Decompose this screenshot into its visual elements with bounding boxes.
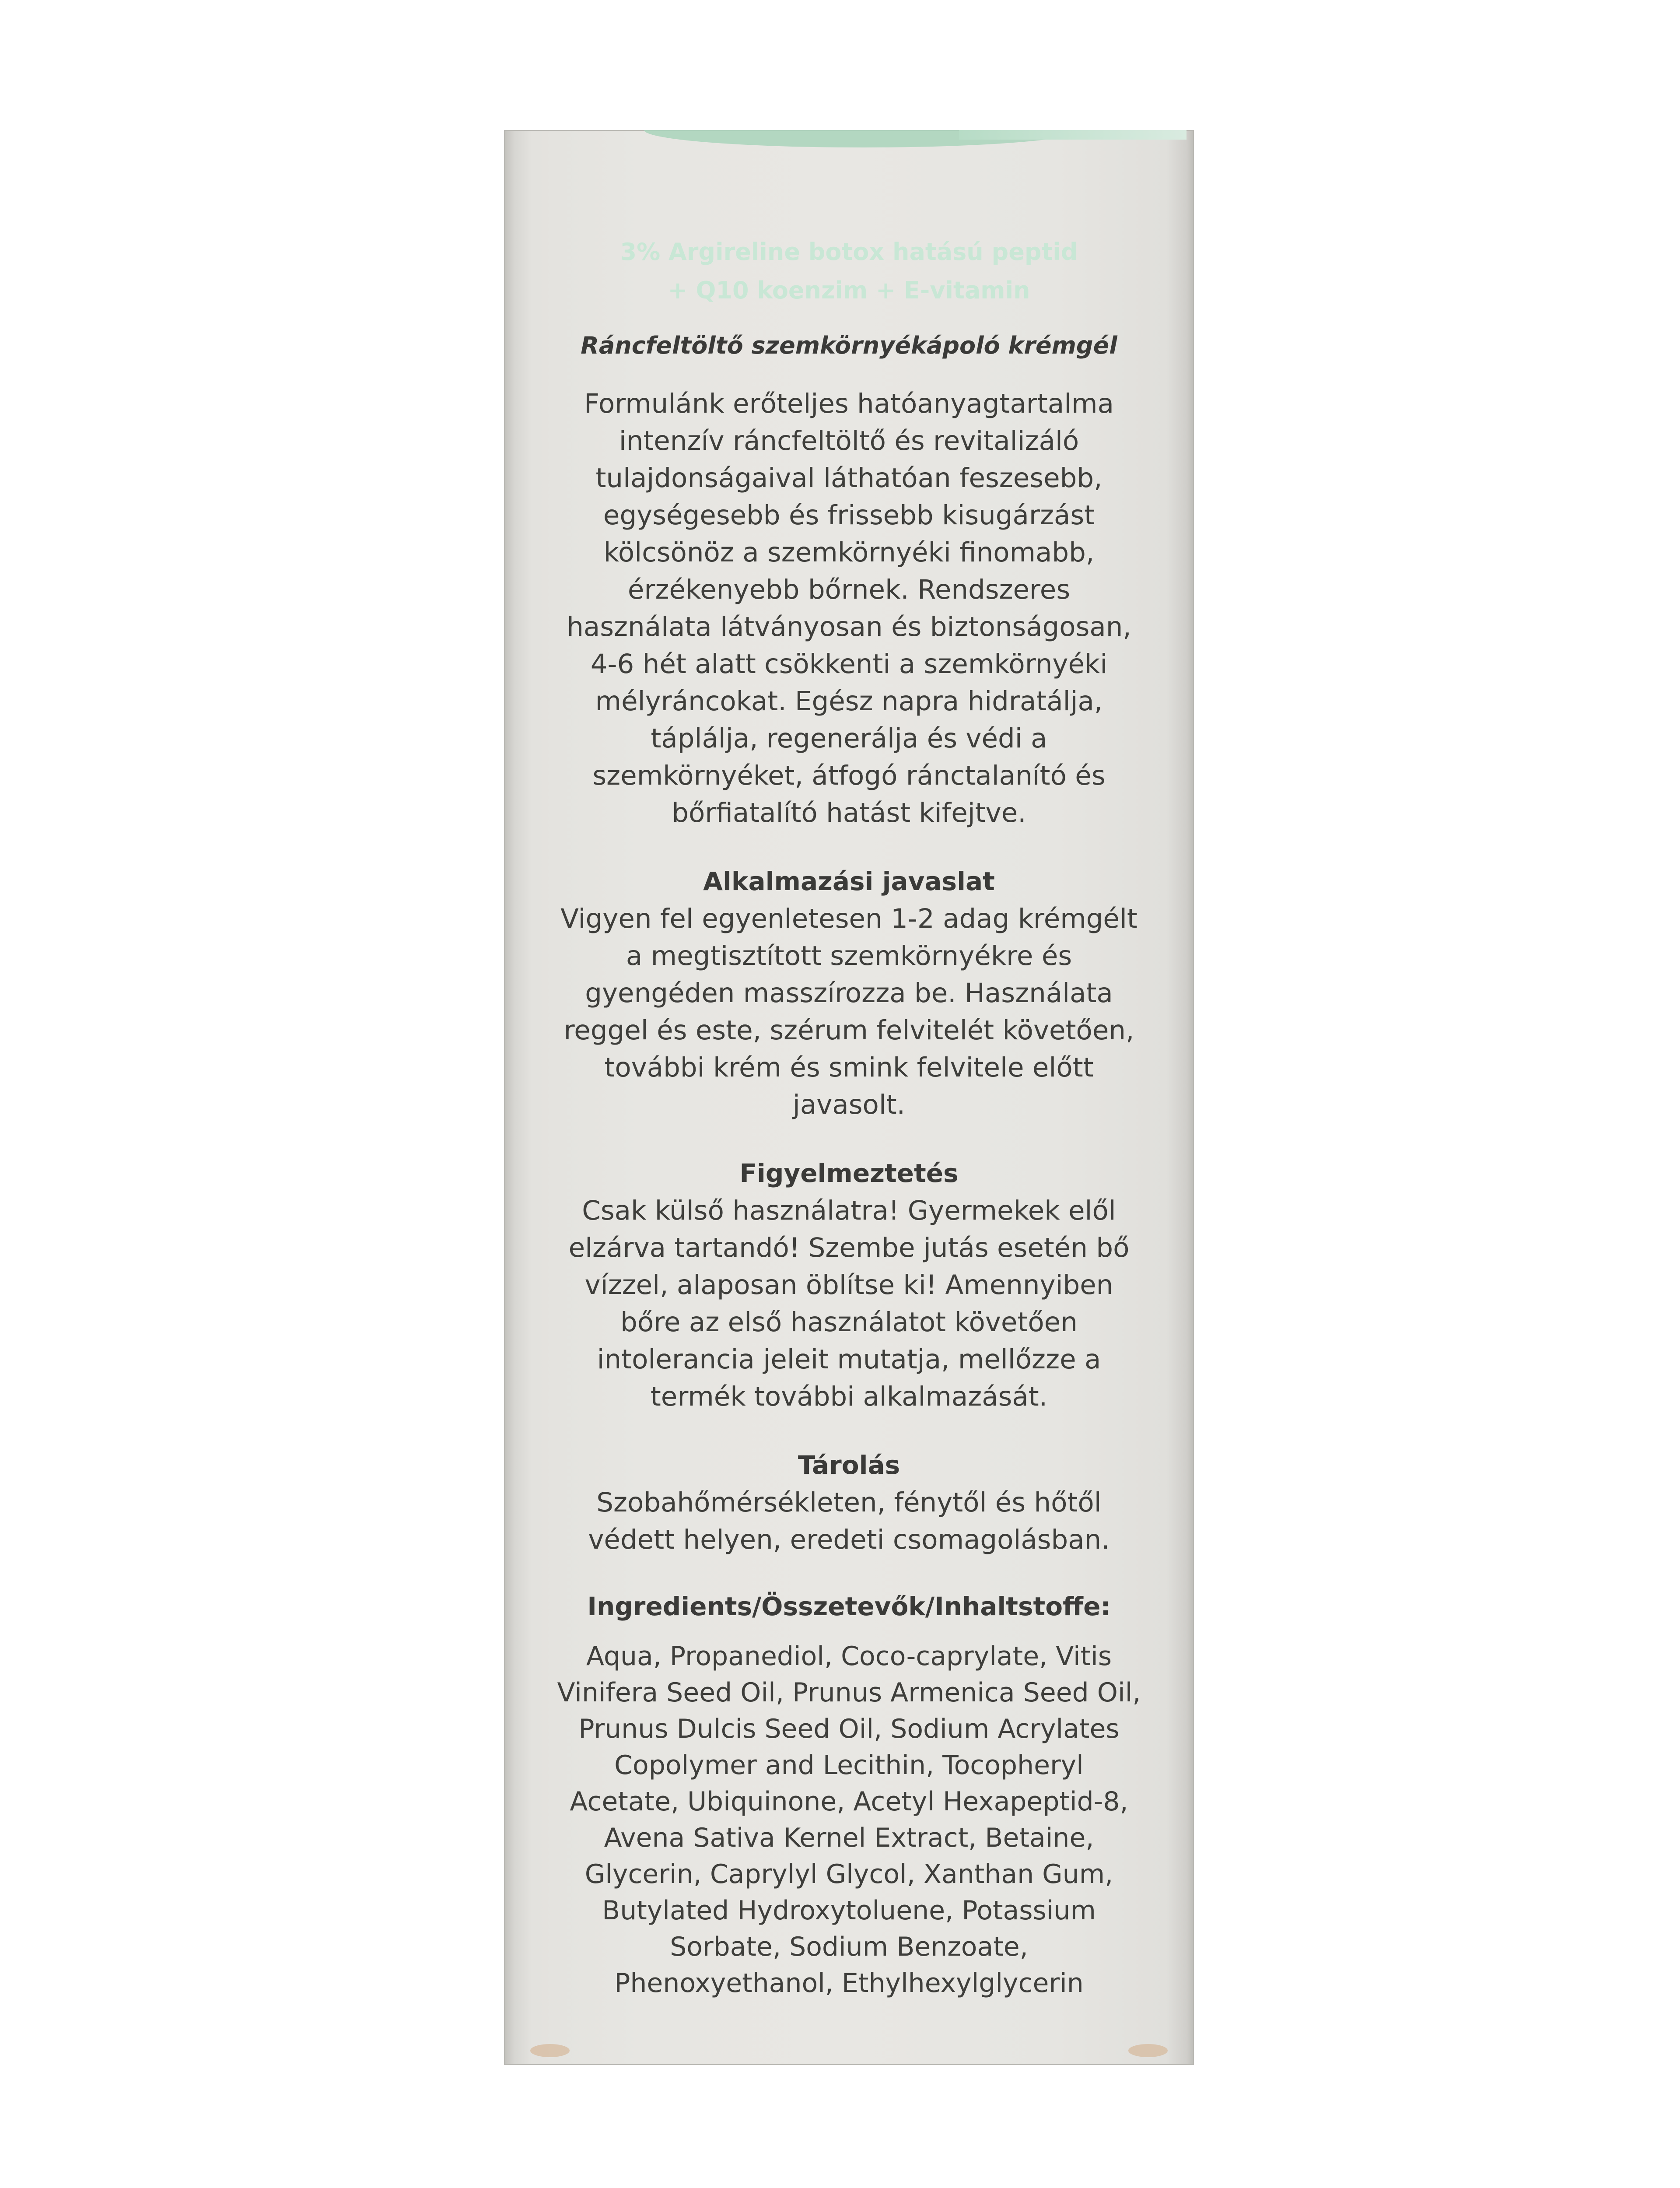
description-line: mélyráncokat. Egész napra hidratálja,	[595, 686, 1103, 717]
description-line: használata látványosan és biztonságosan,	[567, 611, 1131, 642]
usage-line: reggel és este, szérum felvitelét követően,	[564, 1015, 1134, 1046]
ingredients-line: Glycerin, Caprylyl Glycol, Xanthan Gum,	[584, 1859, 1113, 1890]
ingredients-line: Acetate, Ubiquinone, Acetyl Hexapeptid-8,	[570, 1786, 1128, 1817]
warning-line: bőre az első használatot követően	[620, 1307, 1078, 1338]
ingredients-title: Ingredients/Összetevők/Inhaltstoffe:	[587, 1592, 1111, 1621]
product-subtitle: Ráncfeltöltő szemkörnyékápoló krémgél	[581, 332, 1117, 359]
description-line: szemkörnyéket, átfogó ránctalanító és	[592, 760, 1106, 791]
ingredients-line: Prunus Dulcis Seed Oil, Sodium Acrylates	[578, 1714, 1120, 1744]
usage-line: javasolt.	[792, 1089, 906, 1120]
warning-line: intolerancia jeleit mutatja, mellőzze a	[597, 1344, 1101, 1375]
box-foot-right	[1128, 2044, 1168, 2057]
warning-title: Figyelmeztetés	[739, 1158, 959, 1188]
usage-line: további krém és smink felvitele előtt	[604, 1052, 1094, 1083]
usage-line: a megtisztított szemkörnyékre és	[626, 940, 1072, 971]
usage-paragraph	[530, 900, 1168, 1123]
warning-line: elzárva tartandó! Szembe jutás esetén bő	[568, 1232, 1130, 1263]
storage-line: Szobahőmérsékleten, fénytől és hőtől	[596, 1487, 1102, 1518]
green-flap-edge	[959, 130, 1186, 140]
ingredients-line: Butylated Hydroxytoluene, Potassium	[602, 1895, 1096, 1926]
ingredients-line: Copolymer and Lecithin, Tocopheryl	[614, 1750, 1084, 1781]
description-line: bőrfiatalító hatást kifejtve.	[672, 797, 1026, 828]
storage-title: Tárolás	[798, 1450, 900, 1480]
product-headline	[530, 233, 1168, 310]
description-line: 4-6 hét alatt csökkenti a szemkörnyéki	[590, 649, 1108, 680]
usage-line: Vigyen fel egyenletesen 1-2 adag krémgélt	[560, 903, 1138, 934]
product-box	[504, 130, 1194, 2065]
description-line: egységesebb és frissebb kisugárzást	[603, 500, 1095, 531]
description-line: kölcsönöz a szemkörnyéki finomabb,	[603, 537, 1095, 568]
usage-line: gyengéden masszírozza be. Használata	[585, 978, 1113, 1009]
storage-line: védett helyen, eredeti csomagolásban.	[588, 1524, 1110, 1555]
ingredients-line: Aqua, Propanediol, Coco-caprylate, Vitis	[586, 1641, 1112, 1672]
headline-line: + Q10 koenzim + E-vitamin	[668, 277, 1030, 304]
box-foot-left	[530, 2044, 570, 2057]
headline-line: 3% Argireline botox hatású peptid	[620, 238, 1078, 266]
description-line: intenzív ráncfeltöltő és revitalizáló	[619, 425, 1079, 456]
warning-line: vízzel, alaposan öblítse ki! Amennyiben	[584, 1269, 1113, 1301]
ingredients-line: Phenoxyethanol, Ethylhexylglycerin	[614, 1968, 1084, 1999]
ingredients-list	[530, 1638, 1168, 2002]
ingredients-line: Sorbate, Sodium Benzoate,	[670, 1932, 1028, 1962]
warning-line: Csak külső használatra! Gyermekek elől	[582, 1195, 1116, 1226]
box-text-panel	[530, 233, 1168, 2002]
ingredients-line: Vinifera Seed Oil, Prunus Armenica Seed Oil,	[557, 1677, 1141, 1708]
warning-paragraph	[530, 1192, 1168, 1415]
description-paragraph	[530, 385, 1168, 831]
description-line: érzékenyebb bőrnek. Rendszeres	[627, 574, 1071, 605]
description-line: Formulánk erőteljes hatóanyagtartalma	[584, 388, 1114, 419]
storage-paragraph	[530, 1484, 1168, 1558]
warning-line: termék további alkalmazását.	[650, 1381, 1048, 1412]
description-line: tulajdonságaival láthatóan feszesebb,	[595, 463, 1102, 494]
usage-title: Alkalmazási javaslat	[703, 866, 995, 896]
description-line: táplálja, regenerálja és védi a	[651, 723, 1047, 754]
ingredients-line: Avena Sativa Kernel Extract, Betaine,	[604, 1823, 1094, 1853]
